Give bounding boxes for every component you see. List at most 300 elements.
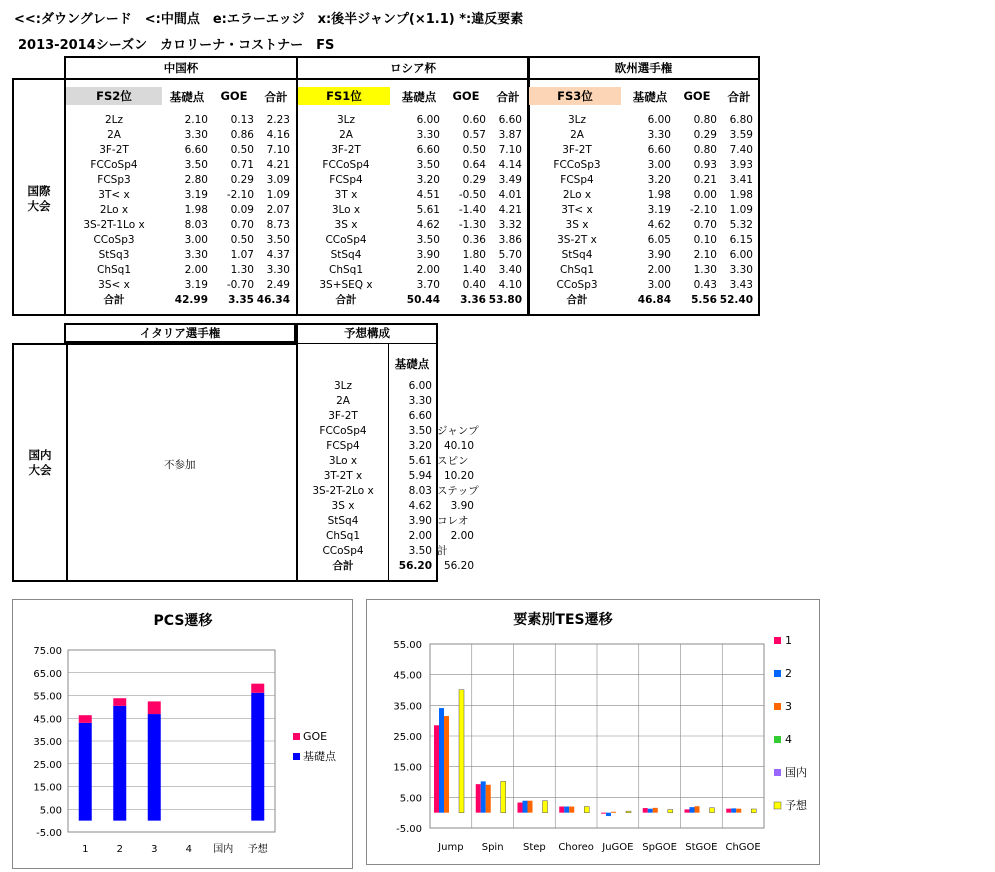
elements-cell: StSq3 [98, 249, 130, 261]
goe-cell: 1.07 [230, 249, 254, 261]
forecast-header: 基礎点 [394, 357, 430, 371]
total-cell: 6.80 [729, 114, 753, 126]
base-cell: 3.30 [647, 129, 671, 141]
x-tick-label: 1 [82, 844, 89, 855]
y-tick-label: 35.00 [33, 737, 62, 748]
y-tick-label: 35.00 [393, 701, 422, 713]
forecast-base: 3.50 [408, 425, 432, 437]
goe-cell: 0.40 [462, 279, 486, 291]
y-tick-label: 45.00 [393, 670, 422, 682]
forecast-element: FCCoSp4 [319, 425, 367, 437]
goe-cell: 0.86 [230, 129, 254, 141]
total-column [256, 113, 290, 293]
legend-label: 国内 [785, 766, 807, 779]
breakdown-label: ジャンプ [437, 425, 479, 437]
elements-cell: 3T< x [561, 204, 593, 216]
total-cell: 3.43 [729, 279, 753, 291]
elements-cell: 3F-2T [99, 144, 129, 156]
total-cell: 1.98 [729, 189, 753, 201]
forecast-base: 3.30 [408, 395, 432, 407]
forecast-base: 3.50 [408, 545, 432, 557]
base-cell: 3.30 [184, 129, 208, 141]
total-cell: 4.10 [498, 279, 522, 291]
bar-goe [113, 698, 126, 706]
column-header: 合計 [496, 90, 520, 104]
bar-base [148, 714, 161, 821]
elements-cell: CCoSp3 [556, 279, 598, 291]
bar-予想 [543, 801, 548, 813]
goe-cell: 0.80 [693, 144, 717, 156]
elements-cell: 3S-2T-1Lo x [83, 219, 145, 231]
base-column [394, 113, 440, 293]
elements-column [298, 113, 394, 293]
sum-sum_goe: 3.36 [460, 294, 486, 306]
bar-3 [695, 806, 700, 812]
bar-2 [690, 807, 695, 813]
bar-1 [643, 808, 648, 813]
base-cell: 2.00 [416, 264, 440, 276]
x-tick-label: 4 [185, 844, 192, 855]
sum-sum_base: 46.84 [637, 294, 671, 306]
goe-cell: 0.71 [230, 159, 254, 171]
goe-cell: 0.10 [693, 234, 717, 246]
base-cell: 4.62 [647, 219, 671, 231]
y-tick-label: 15.00 [393, 762, 422, 774]
base-cell: 2.00 [647, 264, 671, 276]
bar-予想 [751, 809, 756, 813]
sum-sum_total: 53.80 [488, 294, 522, 306]
bar-2 [648, 809, 653, 813]
base-cell: 4.62 [416, 219, 440, 231]
goe-cell: 0.57 [462, 129, 486, 141]
x-tick-label: 国内 [213, 844, 234, 855]
forecast-element: StSq4 [327, 515, 359, 527]
goe-cell: 0.13 [230, 114, 254, 126]
elements-cell: 2A [339, 129, 353, 141]
column-header: 基礎点 [401, 90, 437, 104]
y-tick-label: 65.00 [33, 668, 62, 680]
sum-sum_label: 合計 [566, 294, 588, 306]
goe-cell: 0.36 [462, 234, 486, 246]
column-header: 基礎点 [169, 90, 205, 104]
base-cell: 1.98 [647, 189, 671, 201]
legend-swatch [293, 733, 300, 740]
y-tick-label: 15.00 [33, 782, 62, 794]
goe-cell: 0.29 [462, 174, 486, 186]
y-tick-label: 75.00 [33, 646, 62, 657]
y-tick-label: 5.00 [39, 805, 62, 817]
legend-label: 4 [785, 733, 792, 746]
breakdown-label: ステップ [437, 485, 479, 497]
goe-cell: 1.30 [230, 264, 254, 276]
column-header: GOE [452, 89, 480, 103]
x-tick-label: StGOE [685, 842, 718, 853]
elements-cell: CCoSp3 [93, 234, 135, 246]
elements-cell: 3S+SEQ x [319, 279, 373, 291]
forecast-base: 4.62 [408, 500, 432, 512]
base-cell: 3.50 [416, 234, 440, 246]
legend-swatch [774, 637, 781, 644]
bar-3 [444, 716, 449, 813]
bar-2 [439, 708, 444, 813]
base-cell: 3.30 [416, 129, 440, 141]
legend-swatch [774, 703, 781, 710]
italy-name: イタリア選手権 [139, 326, 221, 340]
forecast-base: 5.61 [408, 455, 432, 467]
base-cell: 3.19 [647, 204, 671, 216]
total-cell: 4.37 [266, 249, 290, 261]
dom-label-1: 国内 [28, 448, 52, 462]
bar-予想 [501, 781, 506, 812]
bar-3 [611, 812, 616, 813]
bar-予想 [584, 807, 589, 813]
chart-title: PCS遷移 [153, 613, 213, 629]
bar-1 [476, 784, 481, 813]
base-cell: 3.70 [416, 279, 440, 291]
elements-column [529, 113, 625, 293]
chart-title: 要素別TES遷移 [513, 612, 613, 628]
x-tick-label: Choreo [558, 842, 594, 853]
goe-cell: -1.30 [458, 219, 486, 231]
total-cell: 3.30 [729, 264, 753, 276]
total-cell: 4.21 [498, 204, 522, 216]
bar-2 [606, 813, 611, 816]
total-cell: 6.60 [498, 114, 522, 126]
base-cell: 2.00 [184, 264, 208, 276]
pcs-chart [12, 599, 353, 869]
goe-cell: 0.93 [693, 159, 717, 171]
base-cell: 3.19 [184, 279, 208, 291]
elements-cell: ChSq1 [97, 264, 131, 276]
breakdown-value: 10.20 [443, 470, 474, 482]
total-cell: 3.41 [729, 174, 753, 186]
elements-cell: FCSp4 [329, 174, 363, 186]
bar-1 [559, 807, 564, 813]
bar-base [79, 723, 92, 821]
base-cell: 6.00 [647, 114, 671, 126]
elements-cell: 2Lo x [562, 189, 592, 201]
x-tick-label: JuGOE [602, 842, 634, 853]
goe-cell: 0.60 [462, 114, 486, 126]
x-tick-label: Jump [438, 842, 464, 853]
goe-cell: -1.40 [458, 204, 486, 216]
column-header: GOE [683, 89, 711, 103]
dom-label-2: 大会 [28, 463, 52, 477]
forecast-elements-column [298, 379, 388, 559]
base-cell: 3.50 [184, 159, 208, 171]
bar-3 [569, 807, 574, 813]
bar-1 [685, 809, 690, 812]
legend-line: <<:ダウングレード <:中間点 e:エラーエッジ x:後半ジャンプ(×1.1) *:違反要素 [14, 12, 524, 27]
sum-sum_label: 合計 [335, 294, 357, 306]
forecast-element: 3T-2T x [323, 470, 363, 482]
forecast-element: 2A [336, 395, 350, 407]
goe-cell: 0.64 [462, 159, 486, 171]
goe-cell: 1.30 [693, 264, 717, 276]
rank-badge: FS2位 [66, 87, 162, 105]
base-cell: 2.80 [184, 174, 208, 186]
goe-cell: -0.50 [458, 189, 486, 201]
total-cell: 3.30 [266, 264, 290, 276]
total-cell: 1.09 [266, 189, 290, 201]
elements-cell: 3S-2T x [557, 234, 597, 246]
tes-chart [366, 599, 820, 865]
base-cell: 3.50 [416, 159, 440, 171]
base-cell: 8.03 [184, 219, 208, 231]
goe-cell: 0.70 [230, 219, 254, 231]
elements-cell: 2Lz [104, 114, 124, 126]
elements-cell: 3T< x [98, 189, 130, 201]
elements-cell: 3S x [565, 219, 589, 231]
base-column [162, 113, 208, 293]
elements-cell: 3Lo x [331, 204, 361, 216]
total-column [719, 113, 753, 293]
forecast-base: 6.00 [408, 380, 432, 392]
rank-badge: FS3位 [529, 87, 621, 105]
bar-1 [601, 813, 606, 814]
base-cell: 3.00 [184, 234, 208, 246]
elements-cell: 2A [107, 129, 121, 141]
x-tick-label: SpGOE [642, 842, 677, 853]
legend-label: 基礎点 [303, 750, 336, 763]
italy-status: 不参加 [164, 459, 196, 471]
forecast-sum-label: 合計 [332, 560, 354, 572]
base-cell: 3.19 [184, 189, 208, 201]
goe-cell: 0.50 [230, 144, 254, 156]
forecast-element: 3F-2T [328, 410, 358, 422]
breakdown-value: 2.00 [450, 530, 474, 542]
intl-label-cell [12, 78, 66, 316]
forecast-base: 8.03 [408, 485, 432, 497]
base-column [625, 113, 671, 293]
y-tick-label: -5.00 [36, 828, 62, 839]
competition-name: ロシア杯 [298, 58, 528, 80]
goe-cell: 0.50 [230, 234, 254, 246]
sum-sum_total: 52.40 [719, 294, 753, 306]
legend-swatch [293, 753, 300, 760]
elements-cell: 3S< x [98, 279, 130, 291]
breakdown-label: コレオ [437, 515, 469, 527]
bar-3 [486, 785, 491, 813]
x-tick-label: 2 [116, 844, 123, 855]
total-cell: 5.70 [498, 249, 522, 261]
competition-name: 中国杯 [66, 58, 296, 80]
goe-cell: -2.10 [226, 189, 254, 201]
title-line: 2013-2014シーズン カロリーナ・コストナー FS [18, 38, 335, 53]
total-cell: 5.32 [729, 219, 753, 231]
bar-2 [523, 801, 528, 813]
intl-label-2: 大会 [27, 199, 51, 213]
domestic-frame [12, 343, 298, 582]
goe-column [675, 113, 717, 293]
base-cell: 6.60 [416, 144, 440, 156]
forecast-base: 2.00 [408, 530, 432, 542]
base-cell: 2.10 [184, 114, 208, 126]
forecast-base: 6.60 [408, 410, 432, 422]
legend-label: 1 [785, 634, 792, 647]
forecast-base: 3.90 [408, 515, 432, 527]
elements-cell: StSq4 [561, 249, 593, 261]
total-cell: 8.73 [266, 219, 290, 231]
legend-swatch [774, 769, 781, 776]
elements-cell: 3S x [334, 219, 358, 231]
goe-column [444, 113, 486, 293]
total-cell: 7.10 [266, 144, 290, 156]
competition-name: 欧州選手権 [529, 58, 758, 80]
bar-予想 [710, 808, 715, 813]
bar-2 [731, 808, 736, 812]
total-cell: 7.10 [498, 144, 522, 156]
total-cell: 3.86 [498, 234, 522, 246]
column-header: 合計 [264, 90, 288, 104]
x-tick-label: ChGOE [725, 842, 761, 853]
total-cell: 3.49 [498, 174, 522, 186]
y-tick-label: 45.00 [33, 714, 62, 726]
goe-cell: 0.21 [693, 174, 717, 186]
base-cell: 1.98 [184, 204, 208, 216]
base-cell: 6.60 [647, 144, 671, 156]
base-cell: 6.60 [184, 144, 208, 156]
base-cell: 3.20 [416, 174, 440, 186]
total-cell: 4.16 [266, 129, 290, 141]
x-tick-label: Step [522, 842, 546, 853]
italy-header [64, 323, 296, 343]
base-cell: 5.61 [416, 204, 440, 216]
elements-cell: 3F-2T [562, 144, 592, 156]
y-tick-label: 5.00 [399, 793, 422, 805]
elements-cell: FCCoSp3 [553, 159, 601, 171]
base-cell: 6.00 [416, 114, 440, 126]
total-column [488, 113, 522, 293]
bar-base [113, 706, 126, 821]
total-cell: 4.14 [498, 159, 522, 171]
total-cell: 4.21 [266, 159, 290, 171]
goe-cell: 0.43 [693, 279, 717, 291]
x-tick-label: Spin [481, 842, 504, 853]
forecast-element: 3S-2T-2Lo x [312, 485, 374, 497]
base-cell: 3.00 [647, 279, 671, 291]
base-cell: 3.00 [647, 159, 671, 171]
column-header: GOE [220, 89, 248, 103]
legend-label: 予想 [785, 799, 807, 812]
elements-cell: 3Lz [336, 114, 356, 126]
breakdown-label: スピン [437, 455, 469, 467]
goe-cell: 0.29 [230, 174, 254, 186]
forecast-element: 3S x [331, 500, 355, 512]
breakdown-value: 40.10 [443, 440, 474, 452]
sum-sum_label: 合計 [103, 294, 125, 306]
elements-cell: FCCoSp4 [322, 159, 370, 171]
elements-cell: 2Lo x [99, 204, 129, 216]
forecast-base: 5.94 [408, 470, 432, 482]
total-cell: 3.09 [266, 174, 290, 186]
sum-sum_goe: 3.35 [228, 294, 254, 306]
elements-cell: FCCoSp4 [90, 159, 138, 171]
bar-goe [79, 715, 92, 723]
base-cell: 3.90 [416, 249, 440, 261]
x-tick-label: 3 [151, 844, 158, 855]
breakdown-label: 計 [437, 545, 448, 557]
elements-cell: 3T x [334, 189, 358, 201]
legend-label: 2 [785, 667, 792, 680]
total-cell: 3.32 [498, 219, 522, 231]
column-header: 合計 [727, 90, 751, 104]
elements-cell: ChSq1 [329, 264, 363, 276]
forecast-sum-base: 56.20 [398, 560, 432, 572]
goe-cell: 0.00 [693, 189, 717, 201]
goe-cell: 2.10 [693, 249, 717, 261]
elements-cell: 3F-2T [331, 144, 361, 156]
bar-2 [564, 807, 569, 813]
y-tick-label: 55.00 [393, 640, 422, 651]
total-cell: 2.49 [266, 279, 290, 291]
elements-cell: FCSp4 [560, 174, 594, 186]
forecast-element: 3Lz [333, 380, 353, 392]
breakdown-value: 3.90 [450, 500, 474, 512]
dom-label-cell [14, 345, 68, 580]
y-tick-label: 25.00 [393, 732, 422, 743]
bar-予想 [459, 690, 464, 813]
bar-goe [148, 701, 161, 714]
goe-cell: 0.29 [693, 129, 717, 141]
goe-cell: 1.80 [462, 249, 486, 261]
bar-3 [736, 809, 741, 813]
elements-cell: 3Lz [567, 114, 587, 126]
forecast-name: 予想構成 [298, 325, 436, 344]
total-cell: 3.93 [729, 159, 753, 171]
legend-swatch [774, 670, 781, 677]
total-cell: 3.40 [498, 264, 522, 276]
total-cell: 6.00 [729, 249, 753, 261]
goe-cell: 0.80 [693, 114, 717, 126]
legend-label: 3 [785, 700, 792, 713]
rank-badge: FS1位 [298, 87, 390, 105]
total-cell: 1.09 [729, 204, 753, 216]
bar-1 [518, 803, 523, 813]
total-cell: 7.40 [729, 144, 753, 156]
total-cell: 2.07 [266, 204, 290, 216]
sum-sum_total: 46.34 [256, 294, 290, 306]
forecast-base-column [388, 379, 432, 559]
bar-予想 [626, 811, 631, 813]
forecast-element: 3Lo x [328, 455, 358, 467]
base-cell: 6.05 [647, 234, 671, 246]
goe-cell: 0.09 [230, 204, 254, 216]
base-cell: 3.30 [184, 249, 208, 261]
bar-base [251, 693, 264, 821]
goe-cell: -0.70 [226, 279, 254, 291]
legend-label: GOE [303, 730, 328, 743]
bar-1 [726, 809, 731, 813]
goe-cell: 1.40 [462, 264, 486, 276]
breakdown-value: 56.20 [443, 560, 474, 572]
tes-chart-svg [367, 600, 819, 864]
forecast-element: FCSp4 [326, 440, 360, 452]
sum-sum_goe: 5.56 [691, 294, 717, 306]
total-cell: 3.87 [498, 129, 522, 141]
bar-goe [251, 684, 264, 693]
bar-予想 [668, 810, 673, 813]
goe-cell: -2.10 [689, 204, 717, 216]
total-cell: 6.15 [729, 234, 753, 246]
goe-cell: 0.70 [693, 219, 717, 231]
elements-cell: StSq4 [330, 249, 362, 261]
elements-cell: ChSq1 [560, 264, 594, 276]
elements-cell: CCoSp4 [325, 234, 367, 246]
base-cell: 3.20 [647, 174, 671, 186]
total-cell: 3.59 [729, 129, 753, 141]
bar-3 [528, 801, 533, 813]
